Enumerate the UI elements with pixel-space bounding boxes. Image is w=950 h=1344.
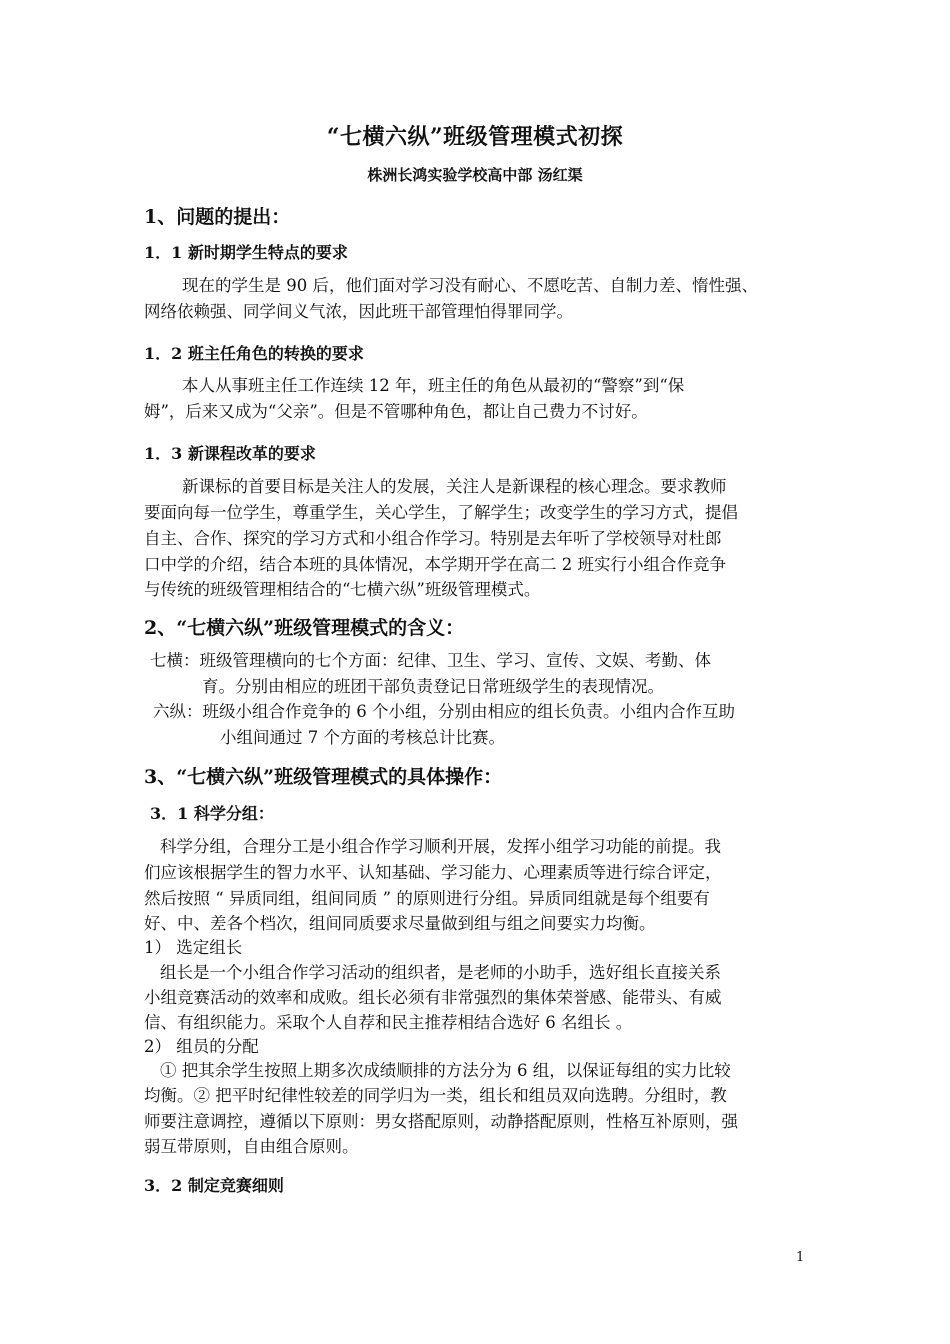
paragraph-line: 好、中、差各个档次，组间同质要求尽量做到组与组之间要实力均衡。 xyxy=(144,914,656,933)
definition-qiheng: 七横：班级管理横向的七个方面：纪律、卫生、学习、宣传、文娱、考勤、体 xyxy=(150,651,711,670)
paragraph-line: 自主、合作、探究的学习方式和小组合作学习。特别是去年听了学校领导对杜郎 xyxy=(144,529,722,548)
definition-liuzong-cont: 小组间通过 7 个方面的考核总计比赛。 xyxy=(220,728,505,747)
section-3-heading: 3、“七横六纵”班级管理模式的具体操作： xyxy=(144,766,503,788)
paragraph-line: 师要注意调控，遵循以下原则：男女搭配原则，动静搭配原则，性格互补原则，强 xyxy=(144,1112,738,1131)
paragraph-line: 们应该根据学生的智力水平、认知基础、学习能力、心理素质等进行综合评定， xyxy=(144,863,722,882)
paragraph-line: 小组竞赛活动的效率和成败。组长必须有非常强烈的集体荣誉感、能带头、有威 xyxy=(144,988,722,1007)
paragraph-line: 组长是一个小组合作学习活动的组织者，是老师的小助手，选好组长直接关系 xyxy=(160,963,721,982)
list-item-1: 1） 选定组长 xyxy=(144,938,243,957)
paragraph-line: 科学分组，合理分工是小组合作学习顺利开展，发挥小组学习功能的前提。我 xyxy=(160,837,721,856)
section-2-heading: 2、“七横六纵”班级管理模式的含义： xyxy=(144,617,465,639)
definition-qiheng-cont: 育。分别由相应的班团干部负责登记日常班级学生的表现情况。 xyxy=(202,677,664,696)
list-item-2: 2） 组员的分配 xyxy=(144,1037,259,1056)
paragraph-line: 要面向每一位学生，尊重学生，关心学生，了解学生；改变学生的学习方式，提倡 xyxy=(144,503,738,522)
paragraph-line: 信、有组织能力。采取个人自荐和民主推荐相结合选好 6 名组长 。 xyxy=(144,1013,633,1032)
paragraph-line: 然后按照 “ 异质同组，组间同质 ” 的原则进行分组。异质同组就是每个组要有 xyxy=(144,889,710,908)
paragraph-line: 新课标的首要目标是关注人的发展，关注人是新课程的核心理念。要求教师 xyxy=(182,477,727,496)
subsection-3-2-heading: 3．2 制定竞赛细则 xyxy=(144,1176,284,1195)
paragraph-line: 弱互带原则，自由组合原则。 xyxy=(144,1137,359,1156)
subsection-1-1-heading: 1．1 新时期学生特点的要求 xyxy=(144,243,348,262)
page-title: “七横六纵”班级管理模式初探 xyxy=(326,124,624,150)
subsection-1-2-heading: 1．2 班主任角色的转换的要求 xyxy=(144,344,364,363)
subsection-3-1-heading: 3．1 科学分组： xyxy=(150,804,274,823)
paragraph-line: 姆”，后来又成为“父亲”。但是不管哪种角色，都让自己费力不讨好。 xyxy=(144,402,648,421)
paragraph-line: 口中学的介绍，结合本班的具体情况，本学期开学在高二 2 班实行小组合作竞争 xyxy=(144,555,726,574)
section-1-heading: 1、问题的提出： xyxy=(144,206,291,228)
paragraph-line: 本人从事班主任工作连续 12 年，班主任的角色从最初的“警察”到“保 xyxy=(182,376,685,395)
definition-liuzong: 六纵：班级小组合作竞争的 6 个小组，分别由相应的组长负责。小组内合作互助 xyxy=(153,702,735,721)
subsection-1-3-heading: 1．3 新课程改革的要求 xyxy=(144,444,316,463)
paragraph-line: 与传统的班级管理相结合的“七横六纵”班级管理模式。 xyxy=(144,580,541,599)
paragraph-line: 均衡。② 把平时纪律性较差的同学归为一类，组长和组员双向选聘。分组时，教 xyxy=(144,1086,727,1105)
author-line: 株洲长鸿实验学校高中部 汤红渠 xyxy=(367,166,583,184)
page-number: 1 xyxy=(796,1250,805,1265)
paragraph-line: 网络依赖强、同学间义气浓，因此班干部管理怕得罪同学。 xyxy=(144,302,573,321)
paragraph-line: 现在的学生是 90 后，他们面对学习没有耐心、不愿吃苦、自制力差、惰性强、 xyxy=(182,276,758,295)
paragraph-line: ① 把其余学生按照上期多次成绩顺排的方法分为 6 组，以保证每组的实力比较 xyxy=(160,1061,731,1080)
